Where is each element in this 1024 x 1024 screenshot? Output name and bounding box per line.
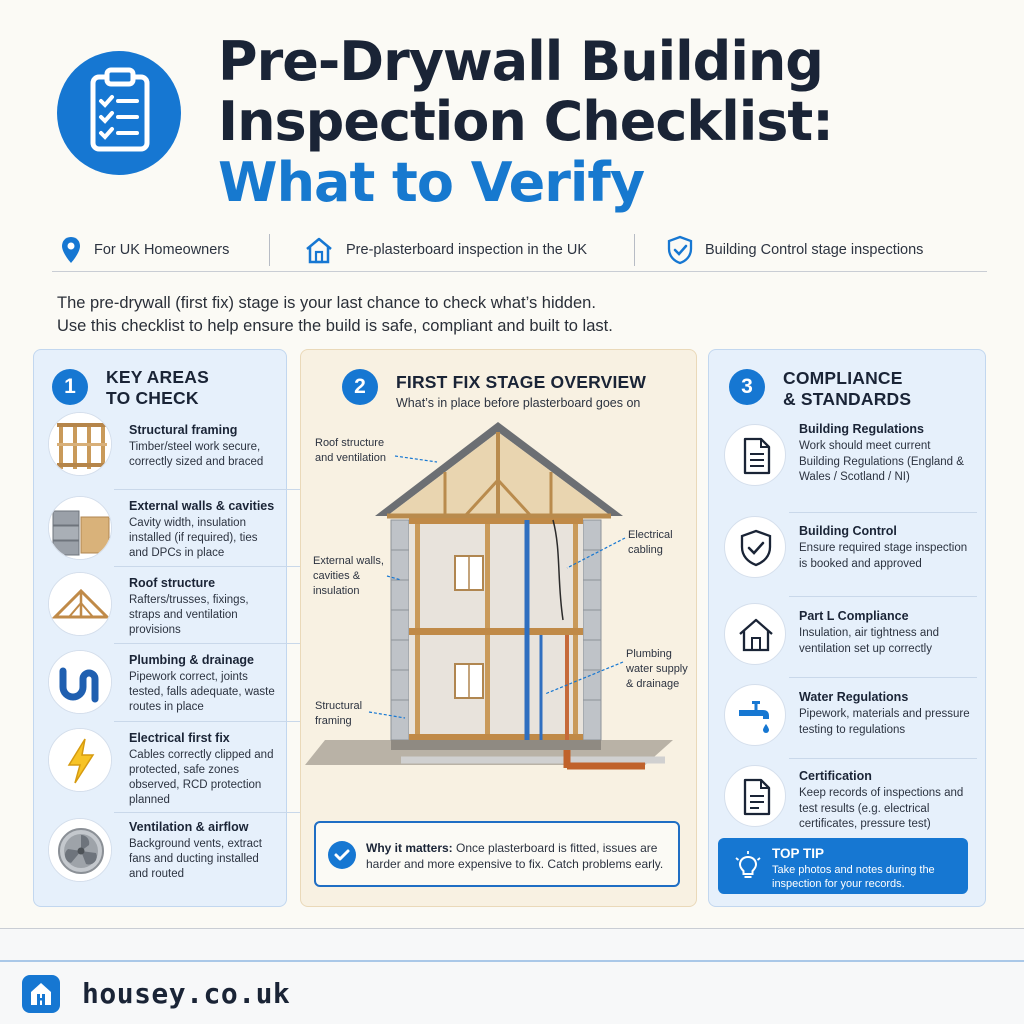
- item-title: External walls & cavities: [129, 499, 275, 513]
- item-title: Structural framing: [129, 423, 238, 437]
- item-desc: Rafters/trusses, fixings, straps and ventilation provisions: [129, 594, 249, 636]
- tag-label: Building Control stage inspections: [705, 242, 924, 258]
- item-desc: Ensure required stage inspection is booked and approved: [799, 542, 968, 570]
- top-tip-text: Take photos and notes during the inspection for your records.: [772, 864, 935, 890]
- intro-line-1: The pre-drywall (first fix) stage is your last chance to check what’s hidden.: [57, 294, 596, 312]
- page-title: [218, 32, 1008, 214]
- item-desc: Cavity width, insulation installed (if required), ties and DPCs in place: [129, 517, 258, 559]
- section-title: [106, 367, 209, 409]
- callout-line: Plumbing: [626, 648, 672, 660]
- item-divider: [114, 489, 306, 490]
- item-desc: Background vents, extract fans and ducting installed and routed: [129, 838, 262, 880]
- callout-line: Electrical: [628, 529, 673, 541]
- item-divider: [789, 596, 977, 597]
- section-number: 1: [52, 369, 88, 405]
- item-desc: Pipework, materials and pressure testing to regulations: [799, 708, 970, 736]
- location-pin-icon: [60, 235, 82, 265]
- why-it-matters-text: [366, 840, 676, 872]
- item-desc: Keep records of inspections and test results (e.g. electrical certificates, pressure test): [799, 787, 964, 830]
- why-label: Why it matters:: [366, 841, 453, 855]
- shield-check-icon: [724, 516, 786, 578]
- lightning-icon: [48, 728, 112, 792]
- footer: [0, 928, 1024, 1024]
- document-icon: [724, 424, 786, 486]
- section-title: FIRST FIX STAGE OVERVIEW: [396, 372, 647, 392]
- why-it-matters-box: [314, 821, 680, 887]
- intro-text: [57, 292, 987, 338]
- panel-compliance: [708, 349, 986, 907]
- item-divider: [789, 677, 977, 678]
- callout-line: framing: [315, 715, 352, 727]
- fan-icon: [48, 818, 112, 882]
- callout-plumbing: [626, 647, 688, 692]
- top-tip-title: TOP TIP: [772, 846, 825, 861]
- tag-divider: [634, 234, 635, 266]
- section-title-line-2: TO CHECK: [106, 388, 199, 408]
- tag-divider: [269, 234, 270, 266]
- tag-label: Pre-plasterboard inspection in the UK: [346, 242, 587, 258]
- section-title-line-1: KEY AREAS: [106, 367, 209, 387]
- title-line-1: Pre-Drywall Building: [218, 30, 823, 93]
- item-divider: [114, 721, 306, 722]
- callout-line: and ventilation: [315, 452, 386, 464]
- callout-external-walls: [313, 554, 384, 599]
- panel-key-areas: [33, 349, 287, 907]
- house-icon: [304, 236, 334, 264]
- item-title: Building Control: [799, 524, 897, 538]
- callout-roof: [315, 436, 386, 466]
- item-title: Plumbing & drainage: [129, 653, 255, 667]
- header: [0, 0, 1024, 230]
- callout-electrical: [628, 528, 673, 558]
- item-divider: [114, 812, 306, 813]
- blocks-insulation-icon: [48, 496, 112, 560]
- item-desc: Work should meet current Building Regulations (England & Wales / Scotland / NI): [799, 440, 964, 483]
- top-tip-box: [718, 838, 968, 894]
- item-title: Part L Compliance: [799, 609, 909, 623]
- item-divider: [789, 758, 977, 759]
- lightbulb-icon: [732, 850, 764, 882]
- tag-pre-plasterboard: [304, 232, 587, 268]
- housey-logo-icon: [22, 975, 60, 1013]
- callout-line: insulation: [313, 585, 360, 597]
- tag-building-control: [667, 232, 923, 268]
- item-title: Building Regulations: [799, 422, 924, 436]
- house-cutaway-illustration: [305, 420, 693, 810]
- item-title: Water Regulations: [799, 690, 909, 704]
- section-title-line-2: & STANDARDS: [783, 389, 912, 409]
- tag-bar: [52, 232, 987, 272]
- section-title-line-1: COMPLIANCE: [783, 368, 903, 388]
- clipboard-logo: [57, 51, 181, 175]
- section-subtitle: What’s in place before plasterboard goes on: [396, 396, 641, 410]
- house-cutaway-diagram: [305, 420, 693, 810]
- callout-line: External walls,: [313, 555, 384, 567]
- shield-check-icon: [667, 235, 693, 265]
- callout-line: Roof structure: [315, 437, 385, 449]
- house-outline-icon: [724, 603, 786, 665]
- tag-label: For UK Homeowners: [94, 242, 230, 258]
- tap-icon: [724, 684, 786, 746]
- section-title: [783, 368, 911, 410]
- footer-divider: [0, 960, 1024, 962]
- item-title: Roof structure: [129, 576, 216, 590]
- item-desc: Cables correctly clipped and protected, safe zones observed, RCD protection planned: [129, 749, 274, 806]
- callout-line: water supply: [626, 663, 688, 675]
- item-title: Certification: [799, 769, 872, 783]
- clipboard-checklist-icon: [57, 51, 181, 175]
- title-line-2: Inspection Checklist:: [218, 90, 833, 153]
- callout-line: cavities &: [313, 570, 361, 582]
- item-title: Electrical first fix: [129, 731, 230, 745]
- item-divider: [789, 512, 977, 513]
- item-title: Ventilation & airflow: [129, 820, 249, 834]
- brand-link[interactable]: housey.co.uk: [82, 977, 291, 1010]
- callout-structural-framing: [315, 699, 362, 729]
- callout-line: cabling: [628, 544, 663, 556]
- timber-frame-icon: [48, 412, 112, 476]
- why-text: Once plasterboard is fitted, issues are harder and more expensive to fix. Catch problems early.: [366, 841, 664, 871]
- pipe-trap-icon: [48, 650, 112, 714]
- section-number: 3: [729, 369, 765, 405]
- item-desc: Pipework correct, joints tested, falls adequate, waste routes in place: [129, 671, 275, 713]
- callout-line: Structural: [315, 700, 363, 712]
- item-desc: Timber/steel work secure, correctly sized and braced: [129, 441, 264, 468]
- item-divider: [114, 566, 306, 567]
- tag-uk-homeowners: [60, 232, 229, 268]
- intro-line-2: Use this checklist to help ensure the build is safe, compliant and built to last.: [57, 317, 613, 335]
- certificate-icon: [724, 765, 786, 827]
- item-desc: Insulation, air tightness and ventilation set up correctly: [799, 627, 940, 655]
- item-divider: [114, 643, 306, 644]
- title-line-3: What to Verify: [218, 151, 645, 214]
- callout-line: & drainage: [626, 678, 680, 690]
- checkmark-icon: [328, 841, 356, 869]
- section-number: 2: [342, 369, 378, 405]
- roof-truss-icon: [48, 572, 112, 636]
